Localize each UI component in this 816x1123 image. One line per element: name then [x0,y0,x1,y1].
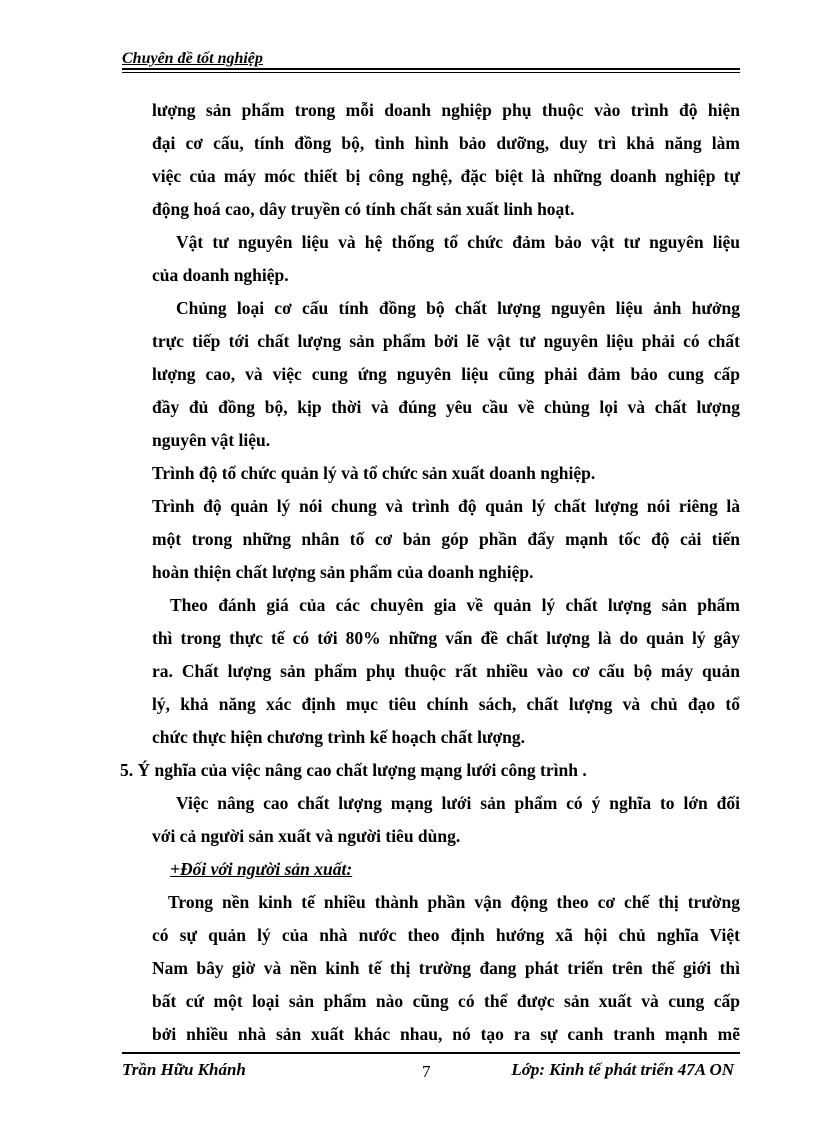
header-title: Chuyên đề tốt nghiệp [122,50,263,67]
text-line: lượng cao, và việc cung ứng nguyên liệu cũng phải đảm bảo cung cấp [152,364,740,384]
text-line: Nam bây giờ và nền kinh tế thị trường đang phát triển trên thế giới thì [152,958,740,978]
body-text [120,94,740,1051]
header-rule [122,68,740,70]
text-line: việc của máy móc thiết bị công nghệ, đặc biệt là những doanh nghiệp tự [152,166,740,186]
text-line: động hoá cao, dây truyền có tính chất sản xuất linh hoạt. [152,199,575,219]
page-header [122,50,740,68]
footer-rule [122,1052,740,1054]
header-rule-thin [122,72,740,73]
text-line: đại cơ cấu, tính đồng bộ, tình hình bảo dưỡng, duy trì khả năng làm [152,133,740,153]
footer-row [122,1060,740,1080]
text-line: nguyên vật liệu. [152,430,271,450]
text-line: Trong nền kinh tế nhiều thành phần vận động theo cơ chế thị trường [168,892,740,912]
text-line: của doanh nghiệp. [152,265,289,285]
text-line: lượng sản phẩm trong mỗi doanh nghiệp phụ thuộc vào trình độ hiện [152,100,740,120]
text-line: một trong những nhân tố cơ bản góp phần đẩy mạnh tốc độ cải tiến [152,529,740,549]
text-line: Vật tư nguyên liệu và hệ thống tổ chức đảm bảo vật tư nguyên liệu [176,232,740,252]
text-line: thì trong thực tế có tới 80% những vấn đề chất lượng là do quản lý gây [152,628,740,648]
text-line: bởi nhiều nhà sản xuất khác nhau, nó tạo ra sự canh tranh mạnh mẽ [152,1024,740,1044]
text-line: Trình độ quản lý nói chung và trình độ quản lý chất lượng nói riêng là [152,496,740,516]
text-line: với cả người sản xuất và người tiêu dùng. [152,826,461,846]
text-line: hoàn thiện chất lượng sản phẩm của doanh nghiệp. [152,562,534,582]
text-line: đầy đủ đồng bộ, kịp thời và đúng yêu cầu về chủng lọi và chất lượng [152,397,740,417]
text-line: có sự quản lý của nhà nước theo định hướng xã hội chủ nghĩa Việt [152,925,740,945]
section-heading: 5. Ý nghĩa của việc nâng cao chất lượng mạng lưới công trình . [120,760,587,780]
text-line: chức thực hiện chương trình kế hoạch chất lượng. [152,727,526,747]
text-line: Chủng loại cơ cấu tính đồng bộ chất lượng nguyên liệu ảnh hưởng [176,298,740,318]
text-line: Theo đánh giá của các chuyên gia về quản lý chất lượng sản phẩm [170,595,740,615]
text-line: ra. Chất lượng sản phẩm phụ thuộc rất nhiều vào cơ cấu bộ máy quản [152,661,740,681]
text-line: Trình độ tổ chức quản lý và tổ chức sản xuất doanh nghiệp. [152,463,596,483]
subheading: +Đối với người sản xuất: [170,859,353,879]
page-number: 7 [422,1062,431,1081]
text-line: Việc nâng cao chất lượng mạng lưới sản phẩm có ý nghĩa to lớn đối [176,793,740,813]
text-line: lý, khả năng xác định mục tiêu chính sách, chất lượng và chủ đạo tổ [152,694,740,714]
text-line: trực tiếp tới chất lượng sản phẩm bởi lẽ vật tư nguyên liệu phải có chất [152,331,740,351]
text-line: bất cứ một loại sản phẩm nào cũng có thể được sản xuất và cung cấp [152,991,740,1011]
footer-class: Lớp: Kinh tế phát triển 47A ON [511,1060,734,1079]
footer-author: Trần Hữu Khánh [122,1060,246,1079]
